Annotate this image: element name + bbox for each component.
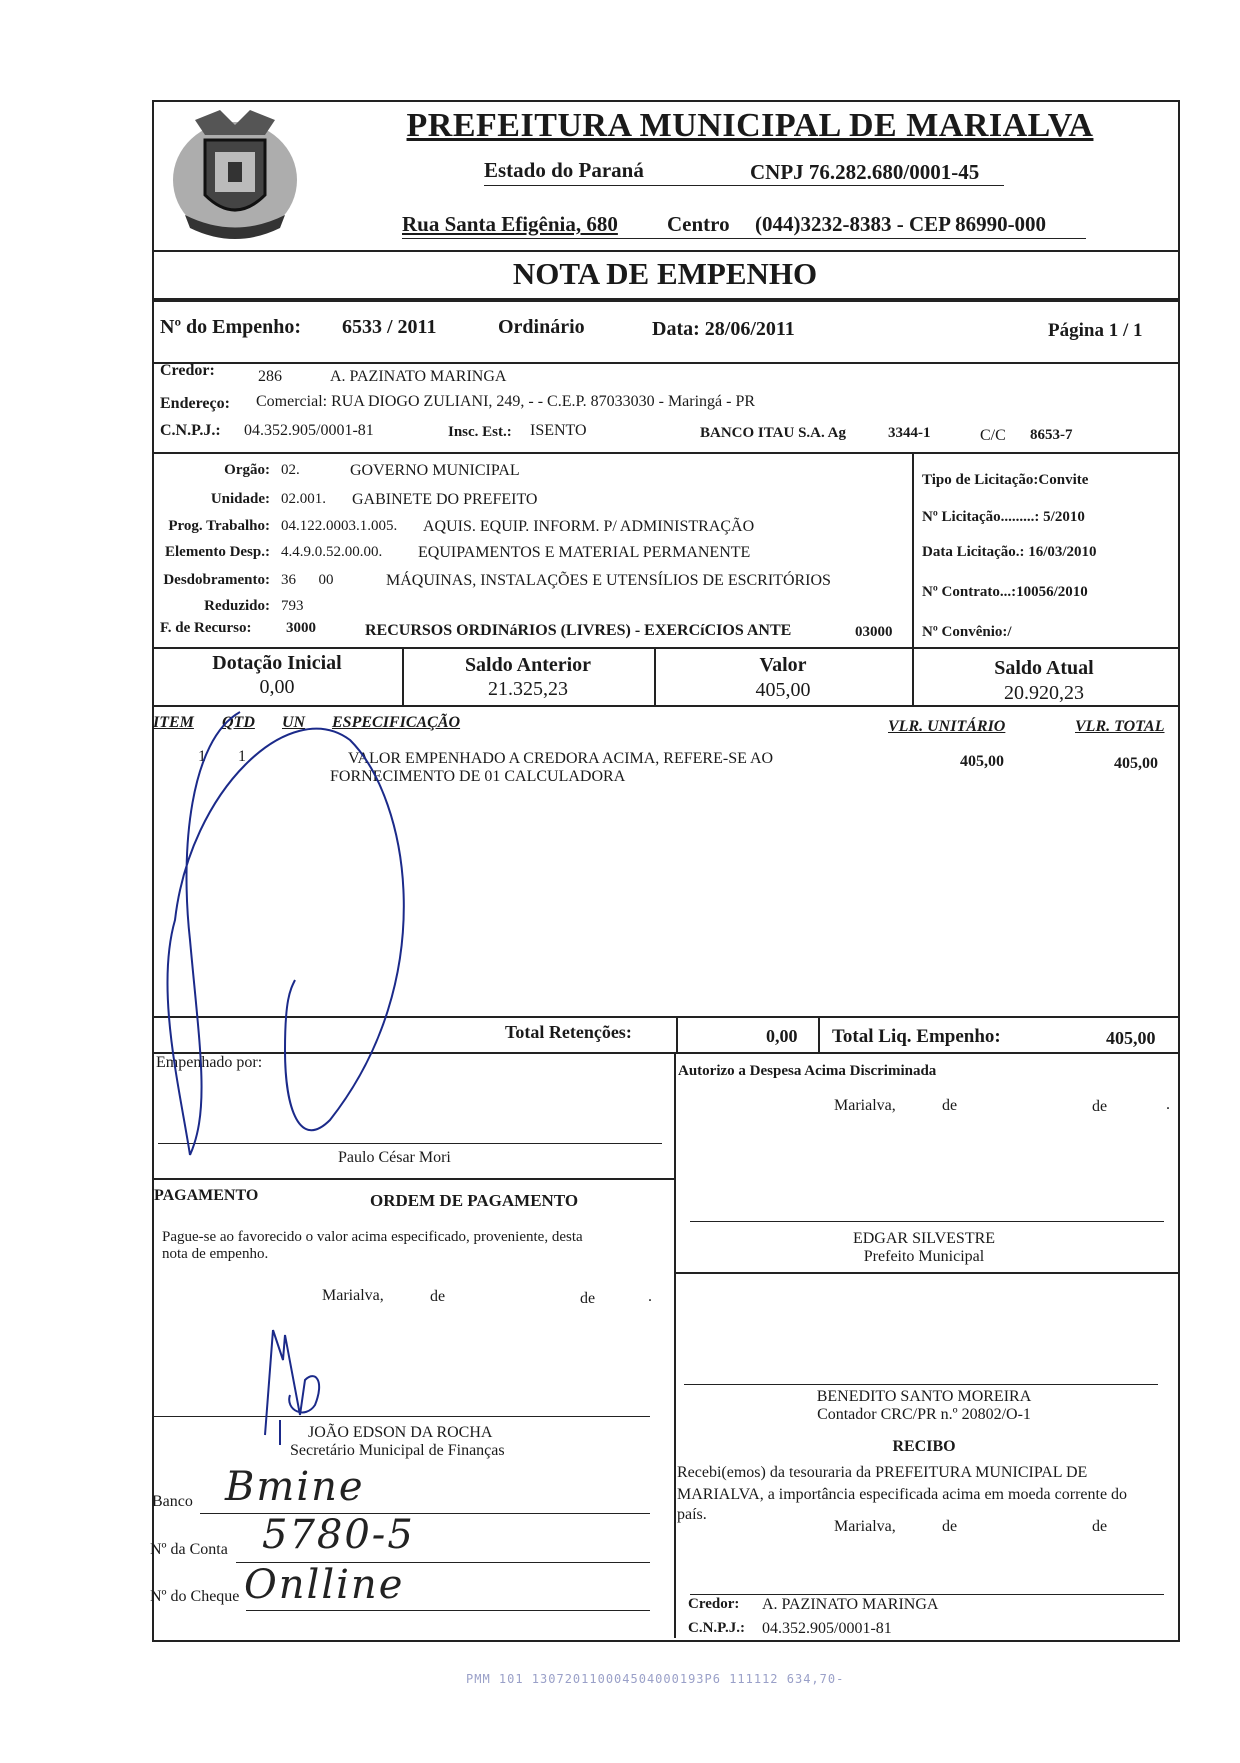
creditor-name: A. PAZINATO MARINGA	[330, 368, 507, 385]
authorization-label: Autorizo a Despesa Acima Discriminada	[678, 1063, 937, 1079]
classification-divider	[152, 647, 1178, 649]
payment-period: .	[648, 1288, 652, 1305]
receipt-cnpj: 04.352.905/0001-81	[762, 1620, 892, 1637]
secretary-signature-line	[154, 1416, 650, 1417]
mayor-title: Prefeito Municipal	[863, 1248, 985, 1265]
current-balance-label: Saldo Atual	[994, 657, 1094, 679]
classification-label: Prog. Trabalho:	[168, 518, 270, 534]
title-divider	[152, 298, 1178, 302]
committed-by-label: Empenhado por:	[156, 1054, 263, 1071]
current-balance: 20.920,23	[1004, 682, 1084, 704]
receipt-text-line-1: Recebi(emos) da tesouraria da PREFEITURA MUNICIPAL DE	[677, 1464, 1088, 1481]
state-registration-label: Insc. Est.:	[448, 424, 512, 440]
empenho-number-label: Nº do Empenho:	[160, 316, 302, 338]
header-underline-1	[484, 185, 1004, 186]
creditor-code: 286	[258, 368, 282, 385]
bidding-date: Data Licitação.: 16/03/2010	[922, 544, 1097, 560]
empenho-divider	[152, 362, 1178, 364]
accountant-name: BENEDITO SANTO MOREIRA	[816, 1388, 1032, 1405]
receipt-city: Marialva,	[834, 1518, 896, 1535]
phone-cep: (044)3232-8383 - CEP 86990-000	[755, 212, 1047, 236]
check-field-line	[246, 1610, 650, 1611]
item-quantity: 1	[238, 748, 246, 765]
signature-area-divider	[674, 1052, 676, 1638]
item-description-line-1: VALOR EMPENHADO A CREDORA ACIMA, REFERE-SE AO	[348, 750, 774, 767]
address-street: Rua Santa Efigênia, 680	[402, 212, 618, 236]
secretary-title: Secretário Municipal de Finanças	[290, 1442, 505, 1459]
payment-label: PAGAMENTO	[154, 1187, 259, 1204]
receipt-text-line-3: país.	[677, 1506, 707, 1523]
document-title: NOTA DE EMPENHO	[512, 256, 818, 291]
total-net-label: Total Liq. Empenho:	[832, 1026, 1001, 1047]
address-district: Centro	[667, 212, 730, 236]
value-label: Valor	[759, 654, 807, 676]
municipality-title: PREFEITURA MUNICIPAL DE MARIALVA	[406, 107, 1094, 144]
header-divider	[152, 250, 1178, 252]
resource-code: 3000	[286, 620, 316, 636]
bidding-number: Nº Licitação.........: 5/2010	[922, 509, 1085, 525]
classification-description: AQUIS. EQUIP. INFORM. P/ ADMINISTRAÇÃO	[423, 518, 755, 535]
account-label: C/C	[980, 427, 1006, 444]
value-amount: 405,00	[755, 679, 811, 701]
classification-vertical-divider	[912, 452, 914, 647]
mayor-signature-line	[690, 1221, 1164, 1222]
column-unit-value: VLR. UNITÁRIO	[888, 718, 1006, 735]
accountant-signature-line	[684, 1384, 1158, 1385]
creditor-signature-line	[690, 1594, 1164, 1595]
state-name: Estado do Paraná	[484, 158, 644, 182]
mayor-bottom-divider	[674, 1272, 1178, 1274]
empenho-type: Ordinário	[498, 316, 585, 338]
bank-field-label: Banco	[152, 1493, 193, 1510]
creditor-cnpj: 04.352.905/0001-81	[244, 422, 374, 439]
resource-label: F. de Recurso:	[160, 620, 252, 636]
classification-code: 36 00	[281, 572, 334, 588]
bank-account: 8653-7	[1030, 427, 1073, 443]
receipt-creditor: A. PAZINATO MARINGA	[762, 1596, 939, 1613]
coat-of-arms-logo	[160, 100, 310, 250]
initial-budget-label: Dotação Inicial	[212, 652, 342, 674]
classification-description: MÁQUINAS, INSTALAÇÕES E UTENSÍLIOS DE ESCRITÓRIOS	[386, 572, 831, 589]
column-specification: ESPECIFICAÇÃO	[332, 714, 461, 731]
item-number: 1	[198, 748, 206, 765]
receipt-de-1: de	[942, 1518, 958, 1535]
bidding-type: Tipo de Licitação:Convite	[922, 472, 1089, 488]
totals-divider-2	[818, 1016, 820, 1052]
classification-description: GABINETE DO PREFEITO	[352, 491, 538, 508]
covenant-number: Nº Convênio:/	[922, 624, 1012, 640]
contract-number: Nº Contrato...:10056/2010	[922, 584, 1088, 600]
creditor-label: Credor:	[160, 362, 215, 379]
payment-de-2: de	[580, 1290, 596, 1307]
bank-field-handwriting: Bmine	[225, 1464, 365, 1510]
resource-description: RECURSOS ORDINáRIOS (LIVRES) - EXERCíCIOS ANTE	[365, 622, 792, 639]
classification-label: Desdobramento:	[163, 572, 270, 588]
payment-text-line-2: nota de empenho.	[162, 1246, 269, 1262]
receipt-creditor-label: Credor:	[688, 1596, 740, 1612]
check-field-label: Nº do Cheque	[150, 1588, 240, 1605]
creditor-cnpj-label: C.N.P.J.:	[160, 422, 221, 439]
receipt-cnpj-label: C.N.P.J.:	[688, 1620, 745, 1636]
totals-divider-1	[676, 1016, 678, 1052]
bank-agency: 3344-1	[888, 425, 931, 441]
previous-balance-label: Saldo Anterior	[464, 654, 592, 676]
payment-de-1: de	[430, 1288, 446, 1305]
municipality-cnpj: CNPJ 76.282.680/0001-45	[750, 160, 980, 184]
column-qty: QTD	[222, 714, 255, 731]
classification-code: 04.122.0003.1.005.	[281, 518, 398, 534]
resource-code-2: 03000	[855, 624, 893, 640]
classification-code: 02.001.	[281, 491, 326, 507]
classification-code: 4.4.9.0.52.00.00.	[281, 544, 383, 560]
state-registration: ISENTO	[530, 422, 587, 439]
empenho-date: Data: 28/06/2011	[652, 318, 795, 340]
total-withholdings-label: Total Retenções:	[505, 1022, 632, 1042]
footer-code: PMM 101 130720110004504000193P6 111112 634,70-	[466, 1672, 845, 1686]
creditor-divider	[152, 452, 1178, 454]
address-label: Endereço:	[160, 395, 230, 412]
page-indicator: Página 1 / 1	[1048, 320, 1143, 341]
item-unit-value: 405,00	[960, 753, 1004, 770]
header-underline-2	[402, 238, 1086, 239]
classification-label: Unidade:	[210, 491, 270, 507]
authorization-de-1: de	[942, 1097, 958, 1114]
receipt-de-2: de	[1092, 1518, 1108, 1535]
column-total-value: VLR. TOTAL	[1075, 718, 1165, 735]
initial-budget: 0,00	[259, 676, 295, 698]
item-total-value: 405,00	[1114, 755, 1158, 772]
authorization-city: Marialva,	[834, 1097, 896, 1114]
secretary-name: JOÃO EDSON DA ROCHA	[308, 1424, 493, 1441]
classification-code: 02.	[281, 462, 300, 478]
creditor-address: Comercial: RUA DIOGO ZULIANI, 249, - - C.E.P. 87033030 - Maringá - PR	[256, 393, 756, 410]
payment-city: Marialva,	[322, 1287, 384, 1304]
column-item: ITEM	[153, 714, 194, 731]
account-field-label: Nº da Conta	[150, 1541, 228, 1558]
column-unit: UN	[282, 714, 306, 731]
total-net: 405,00	[1106, 1028, 1156, 1048]
payment-text-line-1: Pague-se ao favorecido o valor acima especificado, proveniente, desta	[162, 1229, 583, 1245]
accountant-title: Contador CRC/PR n.º 20802/O-1	[817, 1406, 1031, 1423]
previous-balance: 21.325,23	[488, 678, 568, 700]
payment-top-divider	[152, 1178, 674, 1180]
handwritten-signature-ellipse	[150, 690, 450, 1160]
mayor-name: EDGAR SILVESTRE	[852, 1230, 996, 1247]
classification-label: Orgão:	[224, 462, 270, 478]
classification-description: GOVERNO MUNICIPAL	[350, 462, 520, 479]
account-field-handwriting: 5780-5	[262, 1512, 415, 1558]
item-description-line-2: FORNECIMENTO DE 01 CALCULADORA	[330, 768, 626, 785]
receipt-title: RECIBO	[892, 1438, 956, 1455]
classification-label: Reduzido:	[204, 598, 270, 614]
classification-label: Elemento Desp.:	[165, 544, 270, 560]
payment-order-title: ORDEM DE PAGAMENTO	[370, 1191, 579, 1210]
total-withholdings: 0,00	[766, 1026, 798, 1046]
bank-name: BANCO ITAU S.A. Ag	[700, 425, 846, 441]
authorization-period: .	[1166, 1096, 1170, 1113]
check-field-handwriting: Onlline	[244, 1562, 405, 1608]
classification-code: 793	[281, 598, 304, 614]
classification-description: EQUIPAMENTOS E MATERIAL PERMANENTE	[418, 544, 751, 561]
receipt-text-line-2: MARIALVA, a importância especificada acima em moeda corrente do	[677, 1486, 1128, 1503]
committed-by-name: Paulo César Mori	[338, 1149, 451, 1166]
handwritten-signature-secretary	[245, 1320, 355, 1450]
authorization-de-2: de	[1092, 1098, 1108, 1115]
empenho-number: 6533 / 2011	[342, 316, 437, 338]
